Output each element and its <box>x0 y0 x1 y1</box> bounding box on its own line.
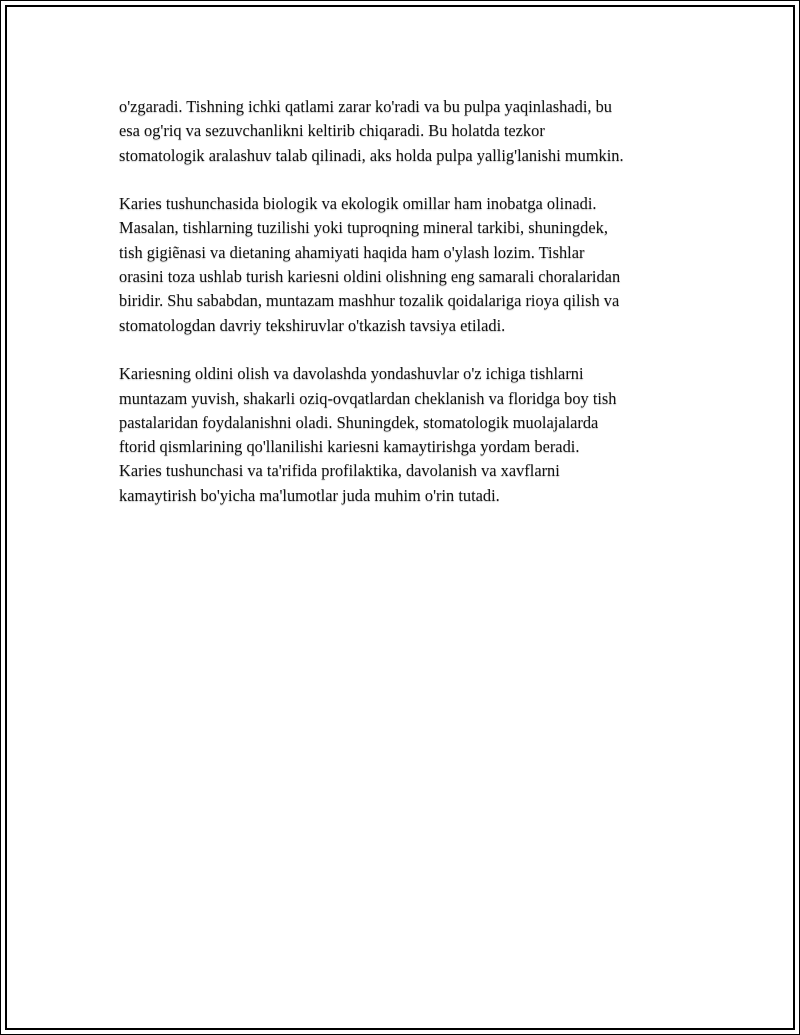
text-line: Karies tushunchasida biologik va ekologik omillar ham inobatga olinadi. <box>119 194 597 214</box>
text-line: muntazam yuvish, shakarli oziq-ovqatlardan cheklanish va floridga boy tish <box>119 388 617 408</box>
text-line: orasini toza ushlab turish kariesni oldini olishning eng samarali choralaridan <box>119 267 621 287</box>
text-line: o'zgaradi. Tishning ichki qatlami zarar ko'radi va bu pulpa yaqinlashadi, bu <box>119 97 612 116</box>
text-line: esa og'riq va sezuvchanlikni keltirib chiqaradi. Bu holatda tezkor <box>119 121 545 141</box>
text-line: stomatologik aralashuv talab qilinadi, aks holda pulpa yallig'lanishi mumkin. <box>119 145 624 165</box>
text-line: Masalan, tishlarning tuzilishi yoki tuproqning mineral tarkibi, shuningdek, <box>119 218 608 238</box>
text-line: pastalaridan foydalanishni oladi. Shuningdek, stomatologik muolajalarda <box>119 412 599 432</box>
text-line: biridir. Shu sababdan, muntazam mashhur tozalik qoidalariga rioya qilish va <box>119 291 620 311</box>
text-line: Kariesning oldini olish va davolashda yondashuvlar o'z ichiga tishlarni <box>119 364 584 384</box>
text-line: ftorid qismlarining qo'llanilishi kariesni kamaytirishga yordam beradi. <box>119 437 580 457</box>
paragraph-2 <box>119 192 699 338</box>
text-line: kamaytirish bo'yicha ma'lumotlar juda muhim o'rin tutadi. <box>119 485 500 505</box>
paragraph-1 <box>119 95 699 168</box>
text-line: stomatologdan davriy tekshiruvlar o'tkazish tavsiya etiladi. <box>119 315 506 335</box>
document-body <box>119 95 699 532</box>
text-line: tish gigiẽnasi va dietaning ahamiyati haqida ham o'ylash lozim. Tishlar <box>119 242 585 262</box>
paragraph-3 <box>119 362 699 508</box>
text-line: Karies tushunchasi va ta'rifida profilaktika, davolanish va xavflarni <box>119 461 560 481</box>
